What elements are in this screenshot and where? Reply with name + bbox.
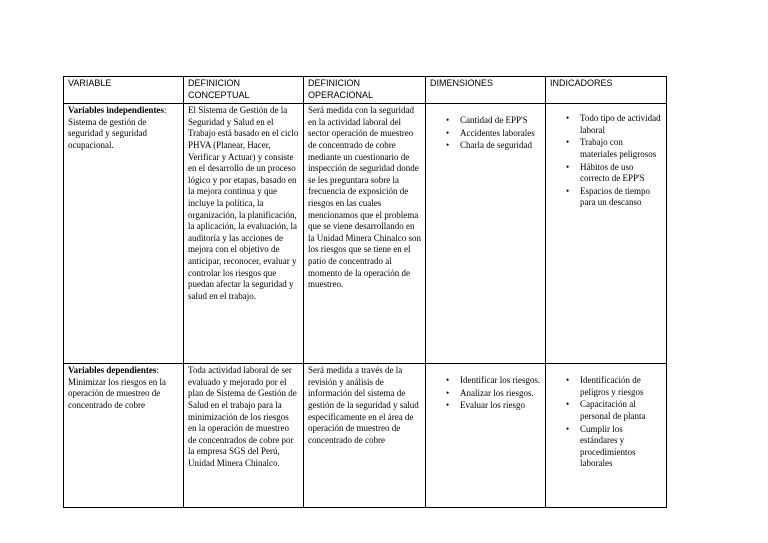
list-item: • Charla de seguridad [460,140,541,152]
dimensions-list [430,375,541,412]
indicators-cell [546,364,667,508]
list-item: • Capacitación al personal de planta [580,399,662,422]
operational-cell: Será medida a través de la revisión y análisis de información del sistema de gestión de la seguridad y salud específicamente en el área de operación de muestreo de concentrado de cobre [304,364,426,508]
header-variable: VARIABLE [64,77,184,104]
header-dimensiones: DIMENSIONES [426,77,546,104]
operational-cell: Será medida con la seguridad en la actividad laboral del sector operación de muestreo de concentrado de cobre mediante un cuestionario de inspección de seguridad donde se les preguntara sobre la frecuencia de exposición de riesgos en las cuales mencionamos que el problema que se viene desarrollando en la Unidad Minera Chinalco son los riesgos que se tiene en el patio de concentrado al momento de la operación de muestreo. [304,104,426,364]
variable-description: : Minimizar los riesgos en la operación de muestreo de concentrado de cobre [68,365,166,410]
variable-description: : Sistema de gestión de seguridad y seguridad ocupacional. [68,105,167,150]
conceptual-cell: Toda actividad laboral de ser evaluado y mejorado por el plan de Sistema de Gestión de Salud en el trabajo para la minimización de los riesgos en la operación de muestreo de concentrados de cobre por la empresa SGS del Perú, Unidad Minera Chinalco. [184,364,304,508]
list-item: • Espacios de tiempo para un descanso [580,186,662,209]
dimensions-cell [426,364,546,508]
list-item: • Todo tipo de actividad laboral [580,113,662,136]
header-indicadores: INDICADORES [546,77,667,104]
variable-title: Variables independientes [68,105,164,116]
list-item: • Cantidad de EPP'S [460,115,541,127]
indicators-list [550,113,662,209]
indicators-list [550,375,662,470]
dimensions-cell [426,104,546,364]
header-row [64,77,667,104]
indicators-cell [546,104,667,364]
list-item: • Accidentes laborales [460,128,541,140]
variable-title: Variables dependientes [68,365,157,376]
operationalization-table [63,76,667,508]
dimensions-list [430,115,541,152]
header-definicion-operacional: DEFINICION OPERACIONAL [304,77,426,104]
list-item: • Identificar los riesgos. [460,375,541,387]
variable-cell [64,364,184,508]
list-item: • Trabajo con materiales peligrosos [580,137,662,160]
conceptual-cell: El Sistema de Gestión de la Seguridad y Salud en el Trabajo está basado en el ciclo PHVA (Planear, Hacer, Verificar y Actuar) y consiste en el desarrollo de un proceso lógico y por etapas, basado en la mejora continua y que incluye la política, la organización, la planificación, la aplicación, la evaluación, la auditoría y las acciones de mejora con el objetivo de anticipar, reconocer, evaluar y controlar los riesgos que puedan afectar la seguridad y salud en el trabajo. [184,104,304,364]
variable-cell [64,104,184,364]
list-item: • Cumplir los estándares y procedimientos laborales [580,424,662,470]
list-item: • Identificación de peligros y riesgos [580,375,662,398]
list-item: • Hábitos de uso correcto de EPP'S [580,162,662,185]
list-item: • Evaluar los riesgo [460,400,541,412]
table-row [64,104,667,364]
table-row [64,364,667,508]
list-item: • Analizar los riesgos. [460,388,541,400]
header-definicion-conceptual: DEFINICION CONCEPTUAL [184,77,304,104]
